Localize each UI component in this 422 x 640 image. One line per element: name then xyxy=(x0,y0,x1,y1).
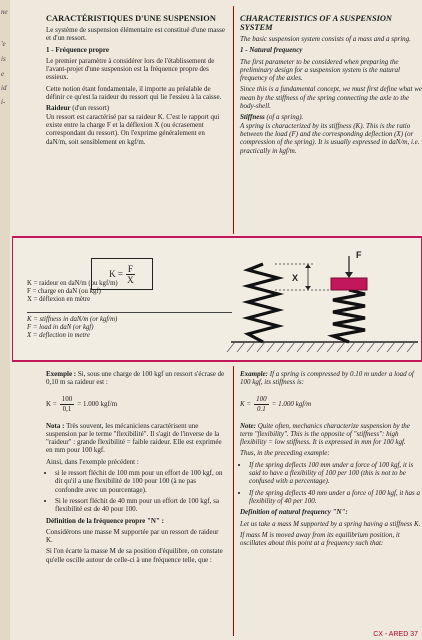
margin-note: 'e xyxy=(1,40,6,48)
french-title: CARACTÉRISTIQUES D'UNE SUSPENSION xyxy=(46,14,216,23)
legend-item: F = load in daN (or kgf) xyxy=(27,324,94,331)
definition-heading: Définition de la fréquence propre "N" : xyxy=(46,516,164,525)
list-item: • If the spring deflects 100 mm under a force of 100 kgf, it is said to have a flexibility of 100 per 100 (this is not to be confused with a percentage). xyxy=(249,461,422,486)
english-paragraph: The first parameter to be considered when preparing the preliminary design for a suspension system is the natural frequency of the axles. xyxy=(240,57,400,83)
english-paragraph: Let us take a mass M supported by a spring having a stiffness K. xyxy=(240,519,421,528)
legend-item: K = raideur en daN/m (ou kgf/m) xyxy=(27,280,118,287)
margin-note: e xyxy=(1,70,5,78)
english-intro: The basic suspension system consists of a mass and a spring. xyxy=(240,35,411,43)
formula-result: = 1.000 kgf/m xyxy=(271,399,312,408)
french-paragraph: Cette notion étant fondamentale, il importe au préalable de définir ce qu'est la raideur du ressort qui lie l'essieu à la caisse. xyxy=(46,84,222,102)
english-subheading: Stiffness xyxy=(240,113,265,122)
french-paragraph: Si l'on écarte la masse M de sa position d'équilibre, on constate qu'elle oscille autour de celle-ci à une fréquence telle, que : xyxy=(46,547,223,564)
french-column xyxy=(46,14,226,149)
example-text: If a spring is compressed by 0.10 m under a load of 100 kgf, its stiffness is: xyxy=(240,370,414,387)
formula-lhs: K = xyxy=(240,399,252,408)
page-footer: CX - ARED 37 xyxy=(373,631,418,638)
example-formula xyxy=(46,395,226,414)
note-text: Quite often, mechanics characterize suspension by the term "flexibility". This is the opposite of "stiffness": high flexibility = low stiffness. It is expressed in mm for 100 kgf. xyxy=(240,421,410,447)
nota-heading: Nota : xyxy=(46,421,65,430)
example-formula xyxy=(240,395,422,414)
french-subheading: 1 - Fréquence propre xyxy=(46,45,109,54)
french-subheading: Raideur xyxy=(46,104,71,113)
legend-item: K = stiffness in daN/m (or kgf/m) xyxy=(27,316,118,323)
french-paragraph: Le premier paramètre à considérer lors de l'établissement de l'avant-projet d'une suspension est la fréquence propre des essieux. xyxy=(46,56,215,82)
margin-note: is xyxy=(1,55,6,63)
column-divider xyxy=(233,366,234,636)
spring-free xyxy=(248,264,278,342)
example-text: Si, sous une charge de 100 kgf un ressort s'écrase de 0,10 m sa raideur est : xyxy=(46,370,225,387)
ground-hatch xyxy=(227,342,418,352)
formula-denominator: 0,1 xyxy=(62,404,72,413)
list-item: • If the spring deflects 40 mm under a force of 100 kgf, it has a flexibility of 40 per 100. xyxy=(249,489,422,506)
definition-heading: Definition of natural frequency "N": xyxy=(240,508,348,517)
legend-item: X = deflection in metre xyxy=(27,332,90,339)
example-heading: Example: xyxy=(240,370,268,378)
column-divider xyxy=(233,6,234,234)
list-item: • Si le ressort fléchit de 40 mm pour un effort de 100 kgf, sa flexibilité est de 40 pour 100. xyxy=(55,497,226,514)
mass-block xyxy=(331,278,367,290)
list-item: • si le ressort fléchit de 100 mm pour un effort de 100 kgf, on dit qu'il a une flexibilité de 100 pour 100 (à ne pas confondre avec un pourcentage). xyxy=(55,469,226,494)
formula-numerator: 100 xyxy=(256,394,267,403)
spring-diagram xyxy=(13,238,422,360)
note-heading: Note: xyxy=(240,421,256,430)
english-subheading: 1 - Natural frequency xyxy=(240,46,303,55)
french-intro: Le système de suspension élémentaire est constitué d'une masse et d'un ressort. xyxy=(46,26,225,43)
french-paragraph: Un ressort est caractérisé par sa raideur K. C'est le rapport qui existe entre la charge F et la déflexion X (ou écrasement correspondant du ressort). On l'exprime généralement en daN/m, soit sensiblement en kgf/m. xyxy=(46,112,220,146)
english-title: CHARACTERISTICS OF A SUSPENSION SYSTEM xyxy=(240,14,392,32)
deflection-label: X xyxy=(292,273,299,283)
english-column xyxy=(240,14,422,158)
french-paragraph: Considérons une masse M supportée par un ressort de raideur K. xyxy=(46,527,219,545)
formula-lhs: K = xyxy=(46,399,57,408)
formula-denominator: 0.1 xyxy=(257,404,266,413)
example-list xyxy=(46,469,226,513)
legend-item: F = charge en daN (ou kgf) xyxy=(27,288,101,295)
spring-compressed xyxy=(333,290,365,342)
example-list xyxy=(240,461,422,505)
english-paragraph: A spring is characterized by its stiffness (K). This is the ratio between the load (F) and the corresponding deflection (X) (or compression of the spring). It is usually expressed in daN/m, i.e. practically in kgf/m. xyxy=(240,121,420,155)
nota-text: Très souvent, les mécaniciens caractérisent une suspension par le terme "flexibilité". Il s'agit de l'inverse de la "raideur" : grande flexibilité = faible raideur. Elle est exprimée en mm pour 100 kgf. xyxy=(46,421,222,455)
force-label: F xyxy=(356,250,362,260)
margin-note: i- xyxy=(1,98,6,106)
adjacent-page-edge xyxy=(0,0,10,640)
french-paragraph: Ainsi, dans l'exemple précédent : xyxy=(46,457,139,466)
formula-numerator: F xyxy=(127,263,133,274)
english-subheading-note: (of a spring). xyxy=(264,113,304,122)
english-paragraph: If mass M is moved away from its equilibrium position, it oscillates about this point at a frequency such that: xyxy=(240,530,400,548)
example-heading: Exemple : xyxy=(46,370,77,378)
french-subheading-note: (d'un ressort) xyxy=(70,104,110,113)
spring-figure xyxy=(12,236,422,362)
margin-note: ne xyxy=(1,8,8,16)
english-paragraph: Since this is a fundamental concept, we must first define what we mean by the stiffness of the spring connecting the axle to the body-shell. xyxy=(240,85,422,111)
legend-item: X = déflexion en mètre xyxy=(27,296,91,303)
french-column-lower xyxy=(46,370,226,567)
english-paragraph: Thus, in the preceding example: xyxy=(240,449,330,458)
formula-lhs: K = xyxy=(109,269,123,279)
english-column-lower xyxy=(240,370,422,550)
margin-note: id xyxy=(1,84,7,92)
formula-numerator: 100 xyxy=(61,394,73,403)
formula-denominator: X xyxy=(127,274,134,285)
formula-result: = 1.000 kgf/m xyxy=(77,399,118,408)
